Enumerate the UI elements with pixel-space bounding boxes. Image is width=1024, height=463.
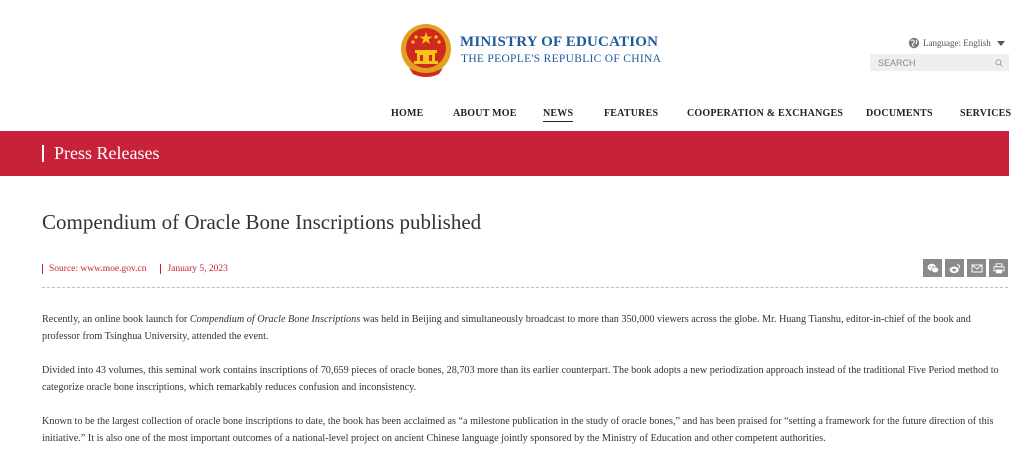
language-selector[interactable]	[908, 37, 1005, 49]
chevron-down-icon	[997, 41, 1005, 46]
nav-item-about-moe[interactable]: ABOUT MOE	[453, 108, 517, 119]
nav-item-services[interactable]: SERVICES	[960, 108, 1012, 119]
search-icon[interactable]	[995, 57, 1003, 69]
paragraph-text: was held in Beijing and simultaneously broadcast to more than 350,000 viewers across the globe. Mr. Huang Tianshu, editor-in-chief of the book and professor from Tsinghua University, attended the event.	[42, 314, 971, 342]
section-banner	[0, 131, 1009, 176]
article-paragraph: Known to be the largest collection of oracle bone inscriptions to date, the book has been acclaimed as “a milestone publication in the study of oracle bones,” and has been praised for “setting a framework for the future direction of this initiative.” It is also one of the most important outcomes of a national-level project on ancient Chinese language jointly sponsored by the Ministry of Education and other competent authorities.	[42, 416, 994, 444]
article-paragraph: Divided into 43 volumes, this seminal work contains inscriptions of 70,659 pieces of oracle bones, 28,703 more than its earlier counterpart. The book adopts a new periodization approach instead of the traditional Five Period method to categorize oracle bone inscriptions, which remarkably reduces confusion and inconsistency.	[42, 365, 999, 393]
globe-icon	[908, 37, 920, 49]
article-source: Source: www.moe.gov.cn	[42, 264, 146, 274]
nav-item-news[interactable]: NEWS	[543, 108, 573, 122]
article-paragraph	[42, 311, 1008, 345]
nav-item-cooperation-exchanges[interactable]: COOPERATION & EXCHANGES	[687, 108, 844, 119]
site-header	[0, 0, 1024, 98]
site-subtitle: THE PEOPLE'S REPUBLIC OF CHINA	[461, 53, 662, 65]
language-label: Language: English	[923, 38, 991, 48]
print-button[interactable]	[989, 259, 1008, 277]
paragraph-text: Recently, an online book launch for	[42, 314, 190, 325]
article-date: January 5, 2023	[160, 264, 227, 274]
article-title: Compendium of Oracle Bone Inscriptions published	[42, 210, 482, 234]
nav-item-features[interactable]: FEATURES	[604, 108, 659, 119]
banner-divider	[42, 145, 44, 162]
search-input[interactable]	[870, 54, 995, 71]
national-emblem-icon[interactable]	[399, 22, 453, 78]
email-share-button[interactable]	[967, 259, 986, 277]
site-title[interactable]: MINISTRY OF EDUCATION	[460, 34, 659, 50]
print-icon	[993, 263, 1005, 274]
share-toolbar	[923, 259, 1008, 277]
section-title: Press Releases	[54, 143, 160, 163]
wechat-share-button[interactable]	[923, 259, 942, 277]
wechat-icon	[927, 263, 939, 274]
email-icon	[971, 263, 983, 274]
article-meta	[42, 264, 228, 274]
meta-divider	[42, 287, 1008, 288]
nav-item-home[interactable]: HOME	[391, 108, 424, 119]
main-nav	[0, 108, 1024, 128]
book-title: Compendium of Oracle Bone Inscriptions	[189, 314, 361, 325]
search-box	[870, 54, 1009, 71]
weibo-share-button[interactable]	[945, 259, 964, 277]
weibo-icon	[949, 263, 961, 274]
nav-item-documents[interactable]: DOCUMENTS	[866, 108, 933, 119]
